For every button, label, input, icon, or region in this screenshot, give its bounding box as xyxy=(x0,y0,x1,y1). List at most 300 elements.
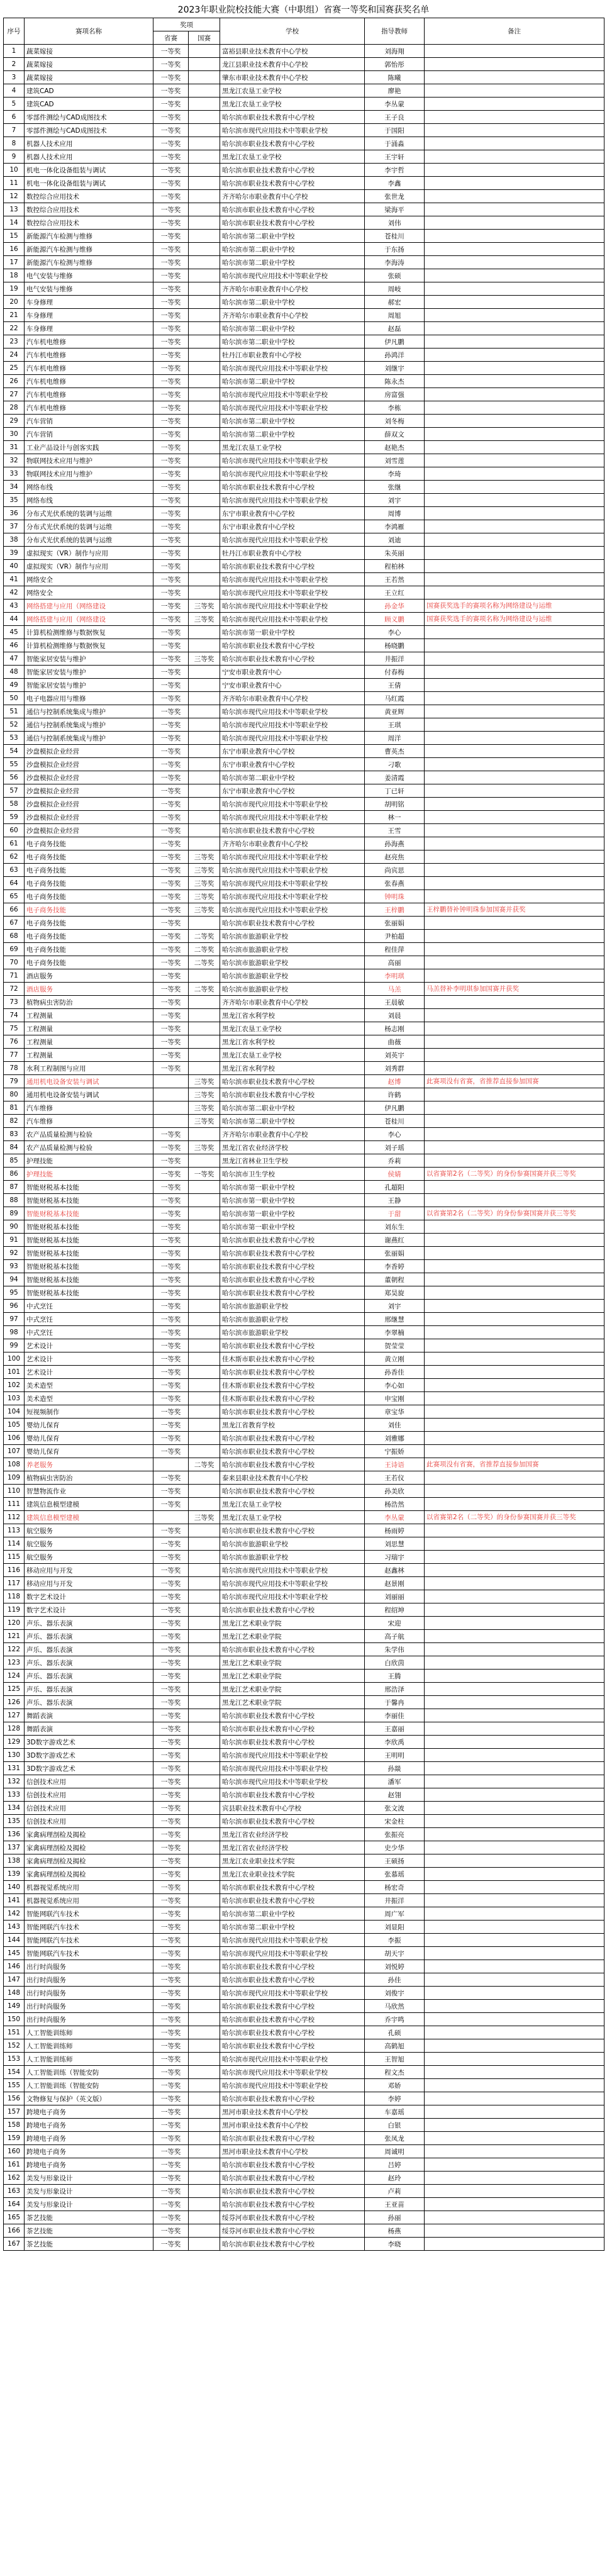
row-national-award xyxy=(189,2119,220,2132)
row-event: 蔬菜嫁接 xyxy=(25,45,153,58)
row-school: 哈尔滨市现代应用技术中等职业学校 xyxy=(220,732,365,745)
table-row xyxy=(4,2224,604,2238)
row-national-award: 三等奖 xyxy=(189,850,220,864)
table-row xyxy=(4,1564,604,1577)
table-row xyxy=(4,877,604,890)
row-advisor: 李心 xyxy=(365,626,425,639)
row-advisor: 尹柏超 xyxy=(365,930,425,943)
row-national-award xyxy=(189,1881,220,1894)
row-school: 哈尔滨市职业技术教育中心学校 xyxy=(220,1366,365,1379)
row-index: 143 xyxy=(4,1921,25,1934)
row-school: 哈尔滨市第二职业中学校 xyxy=(220,1101,365,1115)
row-index: 120 xyxy=(4,1617,25,1630)
row-index: 132 xyxy=(4,1775,25,1788)
table-row xyxy=(4,1352,604,1366)
row-national-award: 二等奖 xyxy=(189,1458,220,1471)
row-school: 哈尔滨市旅游职业学校 xyxy=(220,1326,365,1339)
row-national-award xyxy=(189,798,220,811)
row-remark xyxy=(425,1432,604,1445)
row-provincial-award: 一等奖 xyxy=(153,837,189,850)
row-index: 119 xyxy=(4,1603,25,1617)
row-advisor: 钟明珠 xyxy=(365,890,425,903)
row-advisor: 马欣然 xyxy=(365,2000,425,2013)
row-advisor: 刘悦婷 xyxy=(365,1960,425,1973)
table-row xyxy=(4,626,604,639)
row-index: 81 xyxy=(4,1101,25,1115)
row-remark xyxy=(425,322,604,335)
row-remark xyxy=(425,1987,604,2000)
table-row xyxy=(4,613,604,626)
row-provincial-award: 一等奖 xyxy=(153,1894,189,1907)
row-advisor: 井振洋 xyxy=(365,652,425,666)
row-event: 网络搭建与应用（网络建设 xyxy=(25,599,153,613)
row-advisor: 周洋 xyxy=(365,732,425,745)
row-index: 44 xyxy=(4,613,25,626)
row-school: 哈尔滨市第一职业中学校 xyxy=(220,1207,365,1220)
row-remark xyxy=(425,401,604,415)
row-national-award xyxy=(189,401,220,415)
row-provincial-award: 一等奖 xyxy=(153,1260,189,1273)
row-school: 哈尔滨市现代应用技术中等职业学校 xyxy=(220,903,365,917)
table-row xyxy=(4,375,604,388)
row-national-award xyxy=(189,137,220,150)
row-event: 声乐、器乐表演 xyxy=(25,1643,153,1656)
row-index: 45 xyxy=(4,626,25,639)
row-advisor: 苍桂川 xyxy=(365,1115,425,1128)
row-event: 沙盘模拟企业经营 xyxy=(25,758,153,771)
row-advisor: 张丽娟 xyxy=(365,917,425,930)
table-row xyxy=(4,1207,604,1220)
table-row xyxy=(4,348,604,362)
row-national-award: 三等奖 xyxy=(189,1101,220,1115)
row-school: 哈尔滨市现代应用技术中等职业学校 xyxy=(220,1947,365,1960)
row-provincial-award: 一等奖 xyxy=(153,203,189,216)
row-provincial-award: 一等奖 xyxy=(153,1524,189,1537)
row-school: 哈尔滨市职业技术教育中心学校 xyxy=(220,2198,365,2211)
row-remark xyxy=(425,1498,604,1511)
row-national-award xyxy=(189,1577,220,1590)
row-index: 2 xyxy=(4,58,25,71)
row-national-award xyxy=(189,2185,220,2198)
row-event: 家禽病理剖检及揭检 xyxy=(25,1854,153,1868)
row-national-award xyxy=(189,1326,220,1339)
table-row xyxy=(4,441,604,454)
row-advisor: 孙海燕 xyxy=(365,837,425,850)
row-index: 160 xyxy=(4,2145,25,2158)
row-advisor: 申宝刚 xyxy=(365,1392,425,1405)
table-row xyxy=(4,1881,604,1894)
row-school: 哈尔滨市职业技术教育中心学校 xyxy=(220,1894,365,1907)
row-remark xyxy=(425,2119,604,2132)
table-row xyxy=(4,2053,604,2066)
table-row xyxy=(4,983,604,996)
row-remark xyxy=(425,1590,604,1603)
table-row xyxy=(4,269,604,282)
table-row xyxy=(4,2119,604,2132)
row-advisor: 顾义鹏 xyxy=(365,613,425,626)
row-advisor: 杨雨婷 xyxy=(365,1524,425,1537)
row-school: 黑龙江省教育学校 xyxy=(220,1419,365,1432)
row-index: 59 xyxy=(4,811,25,824)
row-advisor: 廖艳 xyxy=(365,84,425,98)
row-advisor: 李海涛 xyxy=(365,256,425,269)
row-index: 87 xyxy=(4,1181,25,1194)
row-index: 8 xyxy=(4,137,25,150)
row-index: 144 xyxy=(4,1934,25,1947)
row-event: 茶艺技能 xyxy=(25,2238,153,2251)
row-event: 建筑信息模型建模 xyxy=(25,1498,153,1511)
row-event: 中式烹饪 xyxy=(25,1313,153,1326)
row-provincial-award: 一等奖 xyxy=(153,1009,189,1022)
row-national-award xyxy=(189,692,220,705)
row-provincial-award: 一等奖 xyxy=(153,1683,189,1696)
row-index: 17 xyxy=(4,256,25,269)
table-row xyxy=(4,1366,604,1379)
row-advisor: 刘子瑶 xyxy=(365,1141,425,1154)
table-header xyxy=(4,18,604,45)
row-event: 人工智能训练（智能安防 xyxy=(25,2079,153,2092)
table-row xyxy=(4,481,604,494)
row-provincial-award xyxy=(153,1511,189,1524)
row-school: 黑龙江省水利学校 xyxy=(220,1035,365,1049)
row-advisor: 孙燚 xyxy=(365,1762,425,1775)
row-advisor: 宋迎 xyxy=(365,1617,425,1630)
row-index: 28 xyxy=(4,401,25,415)
row-event: 工程测量 xyxy=(25,1022,153,1035)
row-national-award xyxy=(189,520,220,533)
row-event: 智能家居安装与维护 xyxy=(25,679,153,692)
row-school: 哈尔滨市第二职业中学校 xyxy=(220,375,365,388)
row-event: 婴幼儿保育 xyxy=(25,1445,153,1458)
row-school: 黑龙江省农业经济学校 xyxy=(220,1841,365,1854)
row-school: 东宁市职业教育中心学校 xyxy=(220,520,365,533)
row-school: 哈尔滨市第二职业中学校 xyxy=(220,296,365,309)
row-remark xyxy=(425,2066,604,2079)
row-event: 网络布线 xyxy=(25,481,153,494)
row-event: 智能财税基本技能 xyxy=(25,1234,153,1247)
row-index: 113 xyxy=(4,1524,25,1537)
row-event: 美发与形象设计 xyxy=(25,2172,153,2185)
table-row xyxy=(4,758,604,771)
table-row xyxy=(4,467,604,481)
row-provincial-award: 一等奖 xyxy=(153,1498,189,1511)
table-row xyxy=(4,1049,604,1062)
row-index: 15 xyxy=(4,230,25,243)
row-advisor: 王雪 xyxy=(365,824,425,837)
row-event: 电子商务技能 xyxy=(25,956,153,969)
header-school: 学校 xyxy=(220,18,365,45)
row-event: 农产品质量检测与检验 xyxy=(25,1141,153,1154)
row-remark xyxy=(425,1841,604,1854)
row-remark xyxy=(425,1722,604,1736)
row-school: 哈尔滨市职业技术教育中心学校 xyxy=(220,1788,365,1802)
row-advisor: 乔宇鸣 xyxy=(365,2013,425,2026)
award-table xyxy=(3,18,604,2251)
row-national-award xyxy=(189,1921,220,1934)
table-row xyxy=(4,890,604,903)
row-advisor: 刘英宇 xyxy=(365,1049,425,1062)
row-remark xyxy=(425,547,604,560)
row-remark xyxy=(425,705,604,718)
row-advisor: 伊凡鹏 xyxy=(365,1101,425,1115)
row-provincial-award: 一等奖 xyxy=(153,1709,189,1722)
row-national-award xyxy=(189,177,220,190)
row-remark xyxy=(425,943,604,956)
row-school: 哈尔滨市现代应用技术中等职业学校 xyxy=(220,718,365,732)
row-provincial-award: 一等奖 xyxy=(153,1670,189,1683)
row-index: 138 xyxy=(4,1854,25,1868)
row-national-award xyxy=(189,190,220,203)
row-event: 汽车维修 xyxy=(25,1101,153,1115)
table-row xyxy=(4,718,604,732)
row-event: 物联网技术应用与维护 xyxy=(25,467,153,481)
row-advisor: 赵博 xyxy=(365,1075,425,1088)
row-provincial-award: 一等奖 xyxy=(153,1339,189,1352)
row-remark xyxy=(425,626,604,639)
row-advisor: 陈永杰 xyxy=(365,375,425,388)
row-national-award xyxy=(189,745,220,758)
row-national-award xyxy=(189,917,220,930)
row-event: 通信与控制系统集成与维护 xyxy=(25,732,153,745)
row-event: 智能财税基本技能 xyxy=(25,1273,153,1286)
table-row xyxy=(4,203,604,216)
row-school: 哈尔滨市第一职业中学校 xyxy=(220,1220,365,1234)
row-index: 54 xyxy=(4,745,25,758)
header-advisor: 指导教师 xyxy=(365,18,425,45)
row-provincial-award: 一等奖 xyxy=(153,1141,189,1154)
row-advisor: 赵磊 xyxy=(365,322,425,335)
row-school: 齐齐哈尔市职业教育中心学校 xyxy=(220,309,365,322)
row-advisor: 孙香佳 xyxy=(365,1366,425,1379)
table-row xyxy=(4,864,604,877)
row-index: 48 xyxy=(4,666,25,679)
row-remark xyxy=(425,1220,604,1234)
row-advisor: 刘伟 xyxy=(365,216,425,230)
row-index: 58 xyxy=(4,798,25,811)
row-national-award xyxy=(189,335,220,348)
row-national-award xyxy=(189,1564,220,1577)
row-event: 移动应用与开发 xyxy=(25,1577,153,1590)
row-national-award xyxy=(189,1247,220,1260)
row-index: 70 xyxy=(4,956,25,969)
row-remark xyxy=(425,58,604,71)
row-school: 哈尔滨市职业技术教育中心学校 xyxy=(220,1458,365,1471)
row-advisor: 白欣茵 xyxy=(365,1656,425,1670)
row-remark xyxy=(425,45,604,58)
row-school: 哈尔滨市职业技术教育中心学校 xyxy=(220,1339,365,1352)
row-provincial-award: 一等奖 xyxy=(153,1947,189,1960)
row-event: 跨境电子商务 xyxy=(25,2132,153,2145)
row-event: 通用机电设备安装与调试 xyxy=(25,1075,153,1088)
table-row xyxy=(4,282,604,296)
row-index: 4 xyxy=(4,84,25,98)
row-provincial-award: 一等奖 xyxy=(153,1722,189,1736)
row-remark xyxy=(425,362,604,375)
row-provincial-award xyxy=(153,1101,189,1115)
row-school: 哈尔滨市现代应用技术中等职业学校 xyxy=(220,362,365,375)
header-award: 奖项 xyxy=(153,18,220,31)
table-row xyxy=(4,2198,604,2211)
row-school: 牡丹江市职业教育中心学校 xyxy=(220,348,365,362)
row-national-award xyxy=(189,2092,220,2105)
row-advisor: 王若然 xyxy=(365,573,425,586)
row-remark xyxy=(425,177,604,190)
row-event: 蔬菜嫁接 xyxy=(25,58,153,71)
row-national-award xyxy=(189,84,220,98)
table-row xyxy=(4,388,604,401)
row-remark xyxy=(425,850,604,864)
row-provincial-award: 一等奖 xyxy=(153,84,189,98)
row-event: 酒店服务 xyxy=(25,983,153,996)
table-row xyxy=(4,996,604,1009)
row-advisor: 李翠楠 xyxy=(365,1326,425,1339)
row-provincial-award: 一等奖 xyxy=(153,454,189,467)
row-advisor: 张继 xyxy=(365,481,425,494)
row-index: 23 xyxy=(4,335,25,348)
row-index: 24 xyxy=(4,348,25,362)
row-event: 婴幼儿保育 xyxy=(25,1432,153,1445)
row-index: 82 xyxy=(4,1115,25,1128)
row-advisor: 程佳萍 xyxy=(365,943,425,956)
row-remark xyxy=(425,573,604,586)
row-event: 声乐、器乐表演 xyxy=(25,1683,153,1696)
row-national-award xyxy=(189,1049,220,1062)
table-row xyxy=(4,560,604,573)
row-event: 电子商务技能 xyxy=(25,890,153,903)
row-national-award xyxy=(189,1194,220,1207)
row-advisor: 井振洋 xyxy=(365,1894,425,1907)
row-event: 声乐、器乐表演 xyxy=(25,1617,153,1630)
row-advisor: 邓娇 xyxy=(365,2079,425,2092)
row-school: 哈尔滨市职业技术教育中心学校 xyxy=(220,1075,365,1088)
row-remark xyxy=(425,2132,604,2145)
row-provincial-award: 一等奖 xyxy=(153,2039,189,2053)
row-index: 127 xyxy=(4,1709,25,1722)
row-national-award xyxy=(189,1498,220,1511)
row-event: 美术造型 xyxy=(25,1379,153,1392)
row-remark xyxy=(425,415,604,428)
row-national-award xyxy=(189,1339,220,1352)
row-provincial-award: 一等奖 xyxy=(153,1736,189,1749)
row-school: 哈尔滨市现代应用技术中等职业学校 xyxy=(220,2053,365,2066)
row-remark xyxy=(425,1630,604,1643)
row-advisor: 朱学伟 xyxy=(365,1643,425,1656)
row-index: 80 xyxy=(4,1088,25,1101)
row-advisor: 卢莉 xyxy=(365,2185,425,2198)
row-school: 哈尔滨市职业技术教育中心学校 xyxy=(220,1247,365,1260)
row-provincial-award: 一等奖 xyxy=(153,547,189,560)
row-event: 沙盘模拟企业经营 xyxy=(25,811,153,824)
row-remark xyxy=(425,164,604,177)
row-event: 艺术设计 xyxy=(25,1352,153,1366)
table-row xyxy=(4,177,604,190)
row-event: 沙盘模拟企业经营 xyxy=(25,784,153,798)
row-national-award xyxy=(189,441,220,454)
row-provincial-award: 一等奖 xyxy=(153,1987,189,2000)
table-row xyxy=(4,533,604,547)
row-provincial-award: 一等奖 xyxy=(153,150,189,164)
table-row xyxy=(4,1220,604,1234)
row-provincial-award: 一等奖 xyxy=(153,1207,189,1220)
row-index: 10 xyxy=(4,164,25,177)
row-provincial-award: 一等奖 xyxy=(153,375,189,388)
row-school: 宁安市职业教育中心 xyxy=(220,666,365,679)
row-provincial-award: 一等奖 xyxy=(153,362,189,375)
row-school: 哈尔滨市职业技术教育中心学校 xyxy=(220,2039,365,2053)
row-event: 信创技术应用 xyxy=(25,1815,153,1828)
row-provincial-award: 一等奖 xyxy=(153,1445,189,1458)
row-advisor: 王子良 xyxy=(365,111,425,124)
row-index: 33 xyxy=(4,467,25,481)
row-remark xyxy=(425,1921,604,1934)
row-event: 机电一体化设备组装与调试 xyxy=(25,177,153,190)
row-advisor: 王宇轩 xyxy=(365,150,425,164)
row-national-award xyxy=(189,1815,220,1828)
row-index: 100 xyxy=(4,1352,25,1366)
row-event: 出行时尚服务 xyxy=(25,2013,153,2026)
row-advisor: 刘雪莲 xyxy=(365,454,425,467)
row-index: 165 xyxy=(4,2211,25,2224)
table-row xyxy=(4,1775,604,1788)
row-event: 3D数字游戏艺术 xyxy=(25,1762,153,1775)
row-school: 哈尔滨市职业技术教育中心学校 xyxy=(220,177,365,190)
row-school: 哈尔滨市第二职业中学校 xyxy=(220,1115,365,1128)
row-national-award xyxy=(189,1313,220,1326)
row-index: 50 xyxy=(4,692,25,705)
table-row xyxy=(4,586,604,599)
table-row xyxy=(4,507,604,520)
row-national-award: 三等奖 xyxy=(189,613,220,626)
row-index: 84 xyxy=(4,1141,25,1154)
row-remark xyxy=(425,1788,604,1802)
table-row xyxy=(4,137,604,150)
row-advisor: 李鑫 xyxy=(365,177,425,190)
header-national: 国赛 xyxy=(189,31,220,45)
row-national-award xyxy=(189,1207,220,1220)
row-national-award xyxy=(189,1128,220,1141)
row-advisor: 梁海平 xyxy=(365,203,425,216)
row-school: 哈尔滨市职业技术教育中心学校 xyxy=(220,1432,365,1445)
row-event: 信创技术应用 xyxy=(25,1802,153,1815)
row-advisor: 王琪 xyxy=(365,718,425,732)
row-school: 哈尔滨市职业技术教育中心学校 xyxy=(220,111,365,124)
table-row xyxy=(4,639,604,652)
row-event: 新能源汽车检测与维修 xyxy=(25,230,153,243)
row-national-award xyxy=(189,2172,220,2185)
row-school: 哈尔滨市现代应用技术中等职业学校 xyxy=(220,1749,365,1762)
row-provincial-award: 一等奖 xyxy=(153,1035,189,1049)
row-school: 哈尔滨市职业技术教育中心学校 xyxy=(220,1286,365,1300)
row-school: 哈尔滨市现代应用技术中等职业学校 xyxy=(220,599,365,613)
row-remark xyxy=(425,1749,604,1762)
row-index: 129 xyxy=(4,1736,25,1749)
row-national-award xyxy=(189,98,220,111)
row-provincial-award: 一等奖 xyxy=(153,164,189,177)
row-provincial-award: 一等奖 xyxy=(153,256,189,269)
row-index: 55 xyxy=(4,758,25,771)
table-row xyxy=(4,1854,604,1868)
row-index: 98 xyxy=(4,1326,25,1339)
row-remark xyxy=(425,2158,604,2172)
row-index: 151 xyxy=(4,2026,25,2039)
table-row xyxy=(4,1947,604,1960)
table-row xyxy=(4,1603,604,1617)
row-provincial-award: 一等奖 xyxy=(153,401,189,415)
row-advisor: 张丽娟 xyxy=(365,1247,425,1260)
row-index: 13 xyxy=(4,203,25,216)
row-advisor: 薛双文 xyxy=(365,428,425,441)
row-index: 107 xyxy=(4,1445,25,1458)
